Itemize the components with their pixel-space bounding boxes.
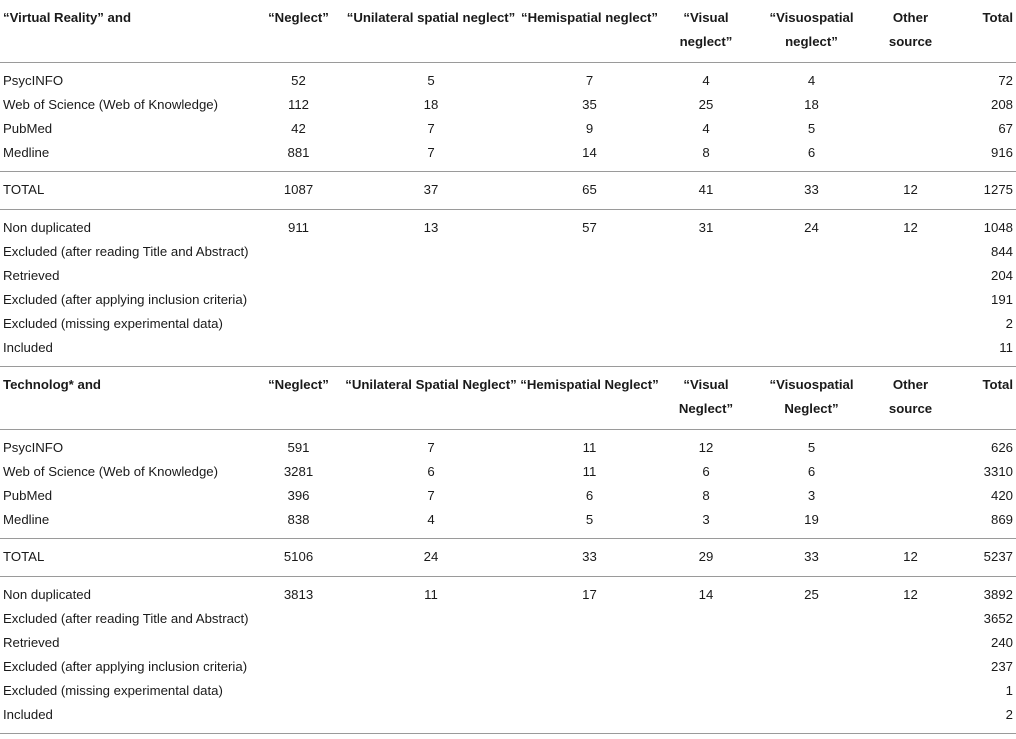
cell-neglect: 591 — [252, 430, 345, 461]
column-header-neglect: “Neglect” — [268, 10, 329, 25]
cell-label: Included — [3, 340, 53, 355]
cell-visuospatial — [750, 607, 873, 631]
cell-visuospatial: 4 — [750, 63, 873, 94]
cell-label: PsycINFO — [0, 430, 252, 461]
screening-row — [0, 631, 1016, 655]
cell-other-source — [873, 484, 948, 508]
cell-neglect — [252, 312, 345, 336]
database-row — [0, 430, 1016, 461]
cell-neglect: 1087 — [252, 172, 345, 210]
cell-other-source — [873, 312, 948, 336]
cell-label: Included — [0, 703, 252, 734]
cell-visuospatial: 6 — [807, 464, 816, 479]
cell-total: 5237 — [948, 539, 1016, 577]
cell-label: Excluded (after applying inclusion criteria) — [3, 659, 248, 674]
cell-other-source: 12 — [873, 539, 948, 577]
cell-visuospatial: 5 — [807, 121, 816, 136]
cell-label: Web of Science (Web of Knowledge) — [3, 464, 219, 479]
cell-label: Excluded (after reading Title and Abstract) — [3, 611, 249, 626]
cell-total: 2 — [1005, 316, 1013, 331]
cell-unilateral — [345, 240, 517, 264]
cell-other-source: 12 — [873, 210, 948, 241]
cell-hemispatial — [517, 655, 662, 679]
cell-neglect: 3281 — [283, 464, 314, 479]
cell-visuospatial: 5 — [750, 430, 873, 461]
column-header-neglect: “Neglect” — [252, 367, 345, 430]
cell-total: 1275 — [948, 172, 1016, 210]
cell-other-source — [873, 430, 948, 461]
cell-unilateral: 6 — [427, 464, 435, 479]
database-row — [0, 484, 1016, 508]
header-row — [0, 367, 1016, 430]
cell-total: 844 — [990, 244, 1013, 259]
cell-unilateral: 13 — [345, 210, 517, 241]
cell-other-source — [873, 679, 948, 703]
cell-unilateral: 24 — [345, 539, 517, 577]
cell-total: 3652 — [983, 611, 1013, 626]
cell-visual: 6 — [702, 464, 710, 479]
cell-total: 72 — [948, 63, 1016, 94]
cell-unilateral — [345, 679, 517, 703]
cell-hemispatial: 35 — [582, 97, 597, 112]
column-header-unilateral: “Unilateral spatial neglect” — [346, 10, 516, 25]
cell-visuospatial: 19 — [804, 512, 819, 527]
cell-total: 626 — [948, 430, 1016, 461]
cell-hemispatial — [517, 679, 662, 703]
screening-row — [0, 312, 1016, 336]
database-row — [0, 93, 1016, 117]
cell-total: 3310 — [983, 464, 1013, 479]
cell-other-source — [873, 240, 948, 264]
cell-visual: 8 — [702, 488, 710, 503]
cell-visuospatial — [750, 703, 873, 734]
cell-visual — [662, 336, 750, 367]
cell-hemispatial: 17 — [517, 577, 662, 608]
cell-label: Non duplicated — [0, 210, 252, 241]
cell-visuospatial: 33 — [750, 172, 873, 210]
database-row — [0, 141, 1016, 172]
screening-row — [0, 607, 1016, 631]
cell-total: 208 — [990, 97, 1013, 112]
cell-neglect — [252, 288, 345, 312]
cell-hemispatial — [517, 631, 662, 655]
cell-hemispatial — [517, 607, 662, 631]
cell-neglect: 396 — [287, 488, 310, 503]
cell-unilateral: 7 — [427, 145, 435, 160]
cell-visual: 14 — [662, 577, 750, 608]
cell-other-source: 12 — [873, 172, 948, 210]
cell-total: 869 — [990, 512, 1013, 527]
database-row — [0, 63, 1016, 94]
cell-neglect: 112 — [287, 97, 310, 112]
column-header-visual: “Visual neglect” — [679, 10, 733, 49]
cell-label: TOTAL — [0, 539, 252, 577]
cell-neglect: 42 — [291, 121, 306, 136]
cell-total: 191 — [990, 292, 1013, 307]
cell-unilateral: 7 — [345, 430, 517, 461]
cell-visual: 31 — [662, 210, 750, 241]
cell-neglect — [252, 607, 345, 631]
cell-label: Non duplicated — [0, 577, 252, 608]
cell-label: Excluded (after reading Title and Abstract) — [3, 244, 249, 259]
cell-visual — [662, 240, 750, 264]
screening-row — [0, 577, 1016, 608]
cell-unilateral — [345, 703, 517, 734]
cell-neglect: 5106 — [252, 539, 345, 577]
cell-other-source — [873, 508, 948, 539]
cell-neglect — [252, 679, 345, 703]
cell-visuospatial — [750, 655, 873, 679]
cell-hemispatial — [517, 240, 662, 264]
cell-unilateral: 11 — [345, 577, 517, 608]
cell-neglect — [252, 631, 345, 655]
cell-visual — [662, 288, 750, 312]
cell-unilateral: 7 — [427, 488, 435, 503]
cell-hemispatial — [517, 336, 662, 367]
cell-total: 11 — [999, 340, 1013, 355]
column-header-label: Technolog* and — [0, 367, 252, 430]
cell-label: Medline — [3, 512, 50, 527]
screening-row — [0, 679, 1016, 703]
screening-row — [0, 264, 1016, 288]
cell-unilateral: 37 — [345, 172, 517, 210]
cell-total: 3892 — [948, 577, 1016, 608]
cell-hemispatial — [517, 312, 662, 336]
column-header-label: “Virtual Reality” and — [3, 10, 132, 25]
cell-hemispatial: 9 — [585, 121, 594, 136]
screening-row — [0, 240, 1016, 264]
cell-visual — [662, 264, 750, 288]
cell-visuospatial: 6 — [807, 145, 816, 160]
column-header-unilateral: “Unilateral Spatial Neglect” — [345, 367, 517, 430]
cell-visual: 3 — [702, 512, 710, 527]
cell-visual — [662, 655, 750, 679]
cell-visual: 8 — [702, 145, 710, 160]
cell-visuospatial: 18 — [804, 97, 819, 112]
cell-other-source — [873, 655, 948, 679]
cell-visuospatial — [750, 336, 873, 367]
cell-visual: 12 — [662, 430, 750, 461]
cell-neglect — [252, 336, 345, 367]
cell-label: Excluded (missing experimental data) — [3, 316, 223, 331]
cell-hemispatial: 14 — [582, 145, 597, 160]
database-row — [0, 117, 1016, 141]
screening-row — [0, 336, 1016, 367]
cell-hemispatial — [517, 264, 662, 288]
cell-visuospatial: 33 — [750, 539, 873, 577]
column-header-hemispatial: “Hemispatial Neglect” — [517, 367, 662, 430]
cell-other-source — [873, 63, 948, 94]
cell-unilateral — [345, 336, 517, 367]
cell-total: 240 — [990, 635, 1013, 650]
cell-visual — [662, 679, 750, 703]
cell-label: Web of Science (Web of Knowledge) — [3, 97, 219, 112]
column-header-other-source: Other source — [888, 10, 933, 49]
header-row — [0, 0, 1016, 63]
column-header-visuospatial: “Visuospatial neglect” — [769, 10, 854, 49]
screening-row — [0, 288, 1016, 312]
cell-other-source — [873, 93, 948, 117]
cell-unilateral: 7 — [427, 121, 435, 136]
cell-other-source — [873, 607, 948, 631]
cell-neglect — [252, 264, 345, 288]
cell-label: PubMed — [3, 488, 53, 503]
cell-hemispatial: 6 — [585, 488, 594, 503]
cell-hemispatial: 65 — [517, 172, 662, 210]
cell-unilateral: 5 — [345, 63, 517, 94]
cell-hemispatial — [517, 703, 662, 734]
cell-neglect — [252, 240, 345, 264]
cell-neglect — [252, 703, 345, 734]
cell-unilateral — [345, 264, 517, 288]
cell-neglect — [252, 655, 345, 679]
cell-total: 1 — [1005, 683, 1013, 698]
cell-label: Retrieved — [3, 635, 60, 650]
cell-other-source — [873, 460, 948, 484]
screening-row — [0, 703, 1016, 734]
cell-total: 1048 — [948, 210, 1016, 241]
column-header-visual: “Visual Neglect” — [662, 367, 750, 430]
cell-label: Retrieved — [3, 268, 60, 283]
screening-row — [0, 655, 1016, 679]
cell-neglect: 3813 — [252, 577, 345, 608]
cell-visual: 25 — [698, 97, 714, 112]
cell-visuospatial: 24 — [750, 210, 873, 241]
cell-total: 420 — [990, 488, 1013, 503]
column-header-visuospatial: “Visuospatial Neglect” — [750, 367, 873, 430]
cell-visual — [662, 703, 750, 734]
cell-visuospatial — [750, 240, 873, 264]
database-row — [0, 460, 1016, 484]
column-header-total: Total — [982, 10, 1013, 25]
cell-neglect: 52 — [252, 63, 345, 94]
cell-visual: 29 — [662, 539, 750, 577]
cell-label: PsycINFO — [0, 63, 252, 94]
cell-total: 2 — [948, 703, 1016, 734]
cell-other-source — [873, 631, 948, 655]
cell-total: 237 — [990, 659, 1013, 674]
cell-label: PubMed — [3, 121, 53, 136]
cell-visual: 4 — [662, 63, 750, 94]
cell-total: 916 — [990, 145, 1013, 160]
cell-visuospatial: 3 — [807, 488, 816, 503]
cell-unilateral — [345, 288, 517, 312]
cell-visuospatial — [750, 264, 873, 288]
cell-total: 204 — [990, 268, 1013, 283]
cell-visuospatial — [750, 679, 873, 703]
cell-unilateral — [345, 631, 517, 655]
cell-hemispatial: 33 — [517, 539, 662, 577]
cell-other-source — [873, 141, 948, 172]
cell-hemispatial: 7 — [517, 63, 662, 94]
cell-visual: 4 — [702, 121, 710, 136]
cell-label: TOTAL — [0, 172, 252, 210]
cell-visual: 41 — [662, 172, 750, 210]
cell-neglect: 881 — [287, 145, 310, 160]
cell-label: Excluded (missing experimental data) — [3, 683, 223, 698]
cell-visuospatial — [750, 631, 873, 655]
cell-other-source — [873, 703, 948, 734]
cell-total: 67 — [998, 121, 1013, 136]
cell-unilateral — [345, 312, 517, 336]
database-row — [0, 508, 1016, 539]
total-row — [0, 539, 1016, 577]
column-header-hemispatial: “Hemispatial neglect” — [520, 10, 659, 25]
cell-hemispatial — [517, 288, 662, 312]
cell-hemispatial: 11 — [582, 464, 597, 479]
cell-visuospatial — [750, 288, 873, 312]
total-row — [0, 172, 1016, 210]
cell-other-source — [873, 117, 948, 141]
cell-hemispatial: 5 — [585, 512, 594, 527]
cell-unilateral: 18 — [423, 97, 439, 112]
cell-visual — [662, 312, 750, 336]
cell-unilateral: 4 — [427, 512, 435, 527]
cell-other-source — [873, 264, 948, 288]
cell-visuospatial: 25 — [750, 577, 873, 608]
cell-hemispatial: 57 — [517, 210, 662, 241]
cell-other-source — [873, 336, 948, 367]
cell-visuospatial — [750, 312, 873, 336]
cell-unilateral — [345, 607, 517, 631]
cell-unilateral — [345, 655, 517, 679]
cell-visual — [662, 631, 750, 655]
cell-other-source — [873, 288, 948, 312]
column-header-other-source: Other source — [873, 367, 948, 430]
screening-row — [0, 210, 1016, 241]
cell-label: Excluded (after applying inclusion criteria) — [3, 292, 248, 307]
cell-label: Medline — [3, 145, 50, 160]
column-header-total: Total — [948, 367, 1016, 430]
cell-hemispatial: 11 — [517, 430, 662, 461]
cell-neglect: 838 — [287, 512, 310, 527]
cell-other-source: 12 — [873, 577, 948, 608]
cell-visual — [662, 607, 750, 631]
cell-neglect: 911 — [252, 210, 345, 241]
